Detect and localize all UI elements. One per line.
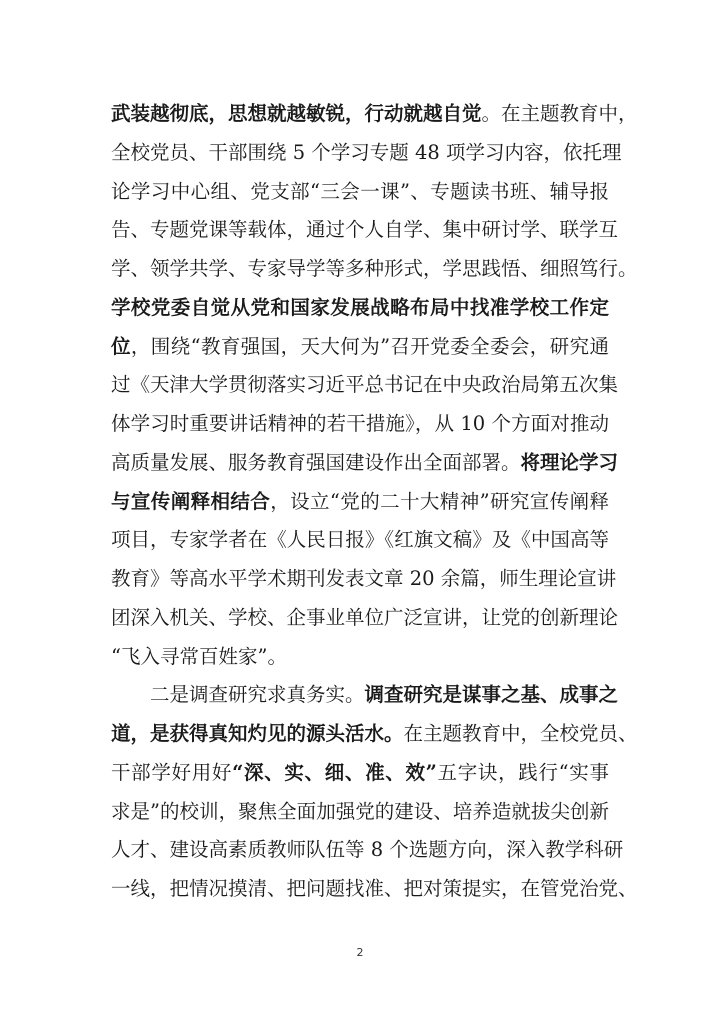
bold-text-segment: 位 [111,335,131,358]
text-segment: 学、领学共学、专家导学等多种形式，学思践悟、细照笃行。 [111,257,638,280]
text-line [111,561,617,597]
text-line [111,600,619,636]
text-line [111,639,609,675]
text-line [111,484,609,520]
text-segment: 团深入机关、学校、企事业单位广泛宣讲，让党的创新理论 [111,606,619,629]
text-segment: 人才、建设高素质教师队伍等 8 个选题方向，深入教学科研 [111,838,624,861]
text-line [111,871,638,907]
text-segment: 二是调查研究求真务实。 [111,683,365,706]
text-segment: ，设立“党的二十大精神”研究宣传阐释 [270,490,609,513]
text-segment: 五字诀，践行“实事 [436,761,609,784]
text-line [111,212,619,248]
text-line [111,96,638,132]
text-segment: 。在主题教育中， [481,102,638,125]
text-line [111,406,609,442]
text-segment: 论学习中心组、党支部“三会一课”、专题读书班、辅导报 [111,180,609,203]
bold-text-segment: 与宣传阐释相结合 [111,490,271,513]
text-line [111,522,609,558]
text-segment: 过《天津大学贯彻落实习近平总书记在中央政治局第五次集 [111,373,619,396]
bold-text-segment: 将理论学习 [520,451,619,474]
text-segment: ，围绕“教育强国，天大何为”召开党委全委会，研究通 [130,335,609,358]
text-line [111,832,624,868]
text-segment: 在主题教育中，全校党员、 [403,722,638,745]
text-segment: “飞入寻常百姓家”。 [111,645,287,668]
bold-text-segment: 武装越彻底，思想就越敏锐，行动就越自觉 [111,102,482,125]
text-line [111,677,619,713]
text-segment: 告、专题党课等载体，通过个人自学、集中研讨学、联学互 [111,218,619,241]
text-line [111,367,619,403]
text-segment: 干部学好用好 [111,761,233,784]
text-segment: 一线，把情况摸清、把问题找准、把对策提实，在管党治党、 [111,877,638,900]
text-line [111,174,609,210]
text-segment: 项目，专家学者在《人民日报》《红旗文稿》及《中国高等 [111,528,609,551]
text-segment: 求是”的校训，聚焦全面加强党的建设、培养造就拔尖创新 [111,800,609,823]
bold-text-segment: 学校党委自觉从党和国家发展战略布局中找准学校工作定 [111,296,609,319]
text-segment: 全校党员、干部围绕 5 个学习专题 48 项学习内容，依托理 [111,141,622,164]
text-line [111,755,609,791]
text-segment: 教育》等高水平学术期刊发表文章 20 余篇，师生理论宣讲 [111,567,617,590]
bold-text-segment: 调查研究是谋事之基、成事之 [364,683,619,706]
text-line [111,716,638,752]
text-line [111,251,638,287]
text-line [111,329,609,365]
page-number: 2 [356,946,364,959]
text-line [111,135,622,171]
text-line [111,445,619,481]
text-line [111,794,609,830]
text-segment: 体学习时重要讲话精神的若干措施》，从 10 个方面对推动 [111,412,609,435]
text-line [111,290,609,326]
bold-text-segment: “深、实、细、准、效” [232,761,437,784]
text-segment: 高质量发展、服务教育强国建设作出全面部署。 [111,451,521,474]
bold-text-segment: 道，是获得真知灼见的源头活水。 [111,722,404,745]
